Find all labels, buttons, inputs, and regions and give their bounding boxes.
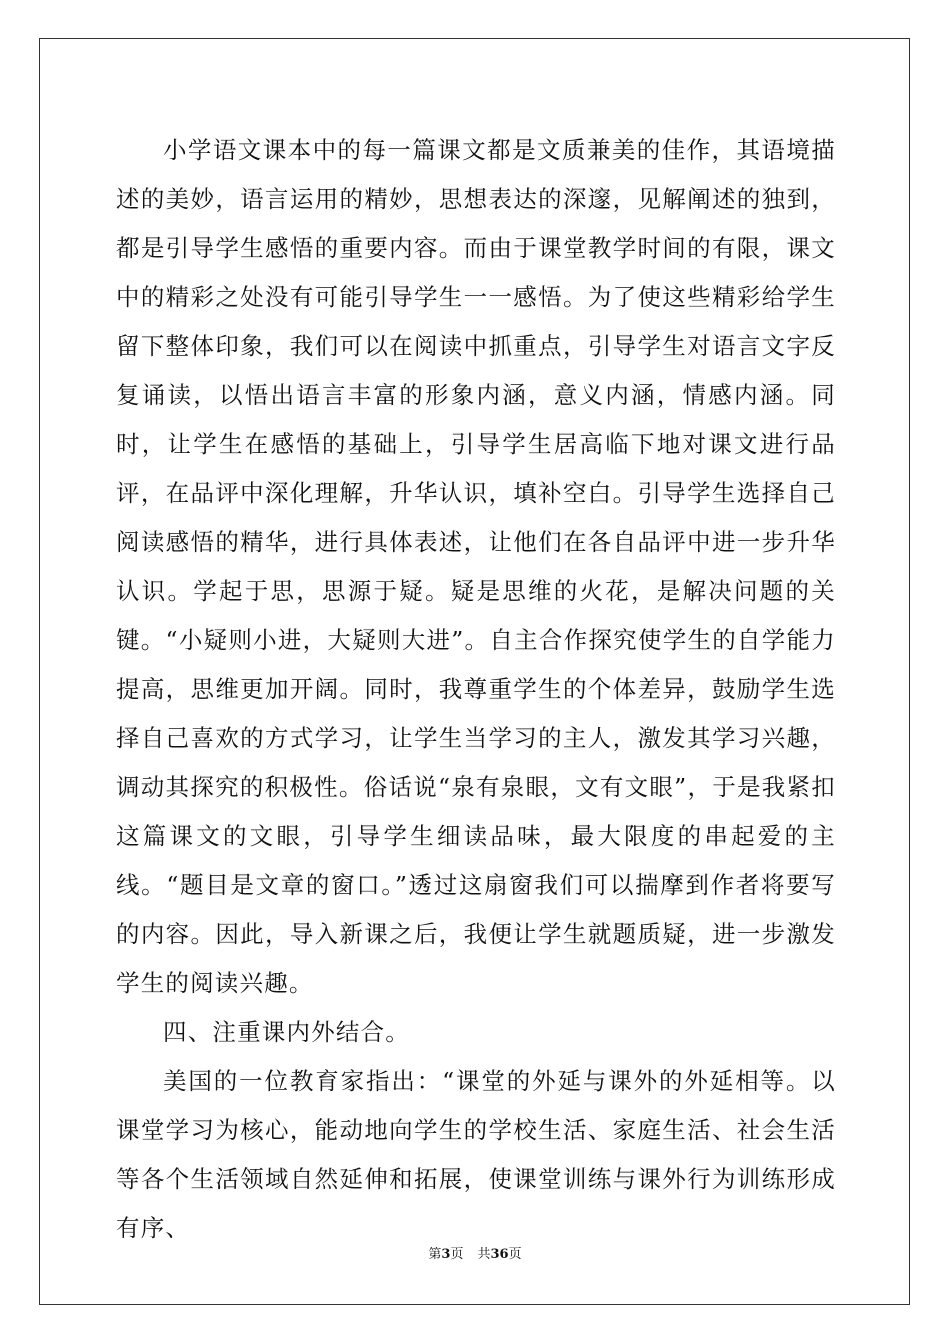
page-label-prefix: 第 — [428, 1247, 442, 1262]
body-paragraph-2: 美国的一位教育家指出：“课堂的外延与课外的外延相等。以课堂学习为核心，能动地向学生的学校生活、家庭生活、社会生活等各个生活领域自然延伸和拓展，使课堂训练与课外行为训练形成有序、 — [116, 1067, 836, 1242]
document-body — [116, 126, 836, 1253]
current-page-number: 3 — [441, 1247, 451, 1262]
total-label-suffix: 页 — [508, 1247, 522, 1262]
body-paragraph-1: 小学语文课本中的每一篇课文都是文质兼美的佳作，其语境描述的美妙，语言运用的精妙，思想表达的深邃，见解阐述的独到，都是引导学生感悟的重要内容。而由于课堂教学时间的有限，课文中的精彩之处没有可能引导学生一一感悟。为了使这些精彩给学生留下整体印象，我们可以在阅读中抓重点，引导学生对语言文字反复诵读，以悟出语言丰富的形象内涵，意义内涵，情感内涵。同时，让学生在感悟的基础上，引导学生居高临下地对课文进行品评，在品评中深化理解，升华认识，填补空白。引导学生选择自己阅读感悟的精华，进行具体表述，让他们在各自品评中进一步升华认识。学起于思，思源于疑。疑是思维的火花，是解决问题的关键。“小疑则小进，大疑则大进”。自主合作探究使学生的自学能力提高，思维更加开阔。同时，我尊重学生的个体差异，鼓励学生选择自己喜欢的方式学习，让学生当学习的主人，激发其学习兴趣，调动其探究的积极性。俗话说“泉有泉眼，文有文眼”，于是我紧扣这篇课文的文眼，引导学生细读品味，最大限度的串起爱的主线。“题目是文章的窗口。”透过这扇窗我们可以揣摩到作者将要写的内容。因此，导入新课之后，我便让学生就题质疑，进一步激发学生的阅读兴趣。 — [116, 136, 836, 997]
page-label-suffix: 页 — [450, 1247, 464, 1262]
section-heading-4: 四、注重课内外结合。 — [163, 1018, 410, 1046]
total-label-prefix: 共 — [477, 1247, 491, 1262]
page-footer — [0, 1243, 950, 1262]
total-page-count: 36 — [490, 1247, 509, 1262]
